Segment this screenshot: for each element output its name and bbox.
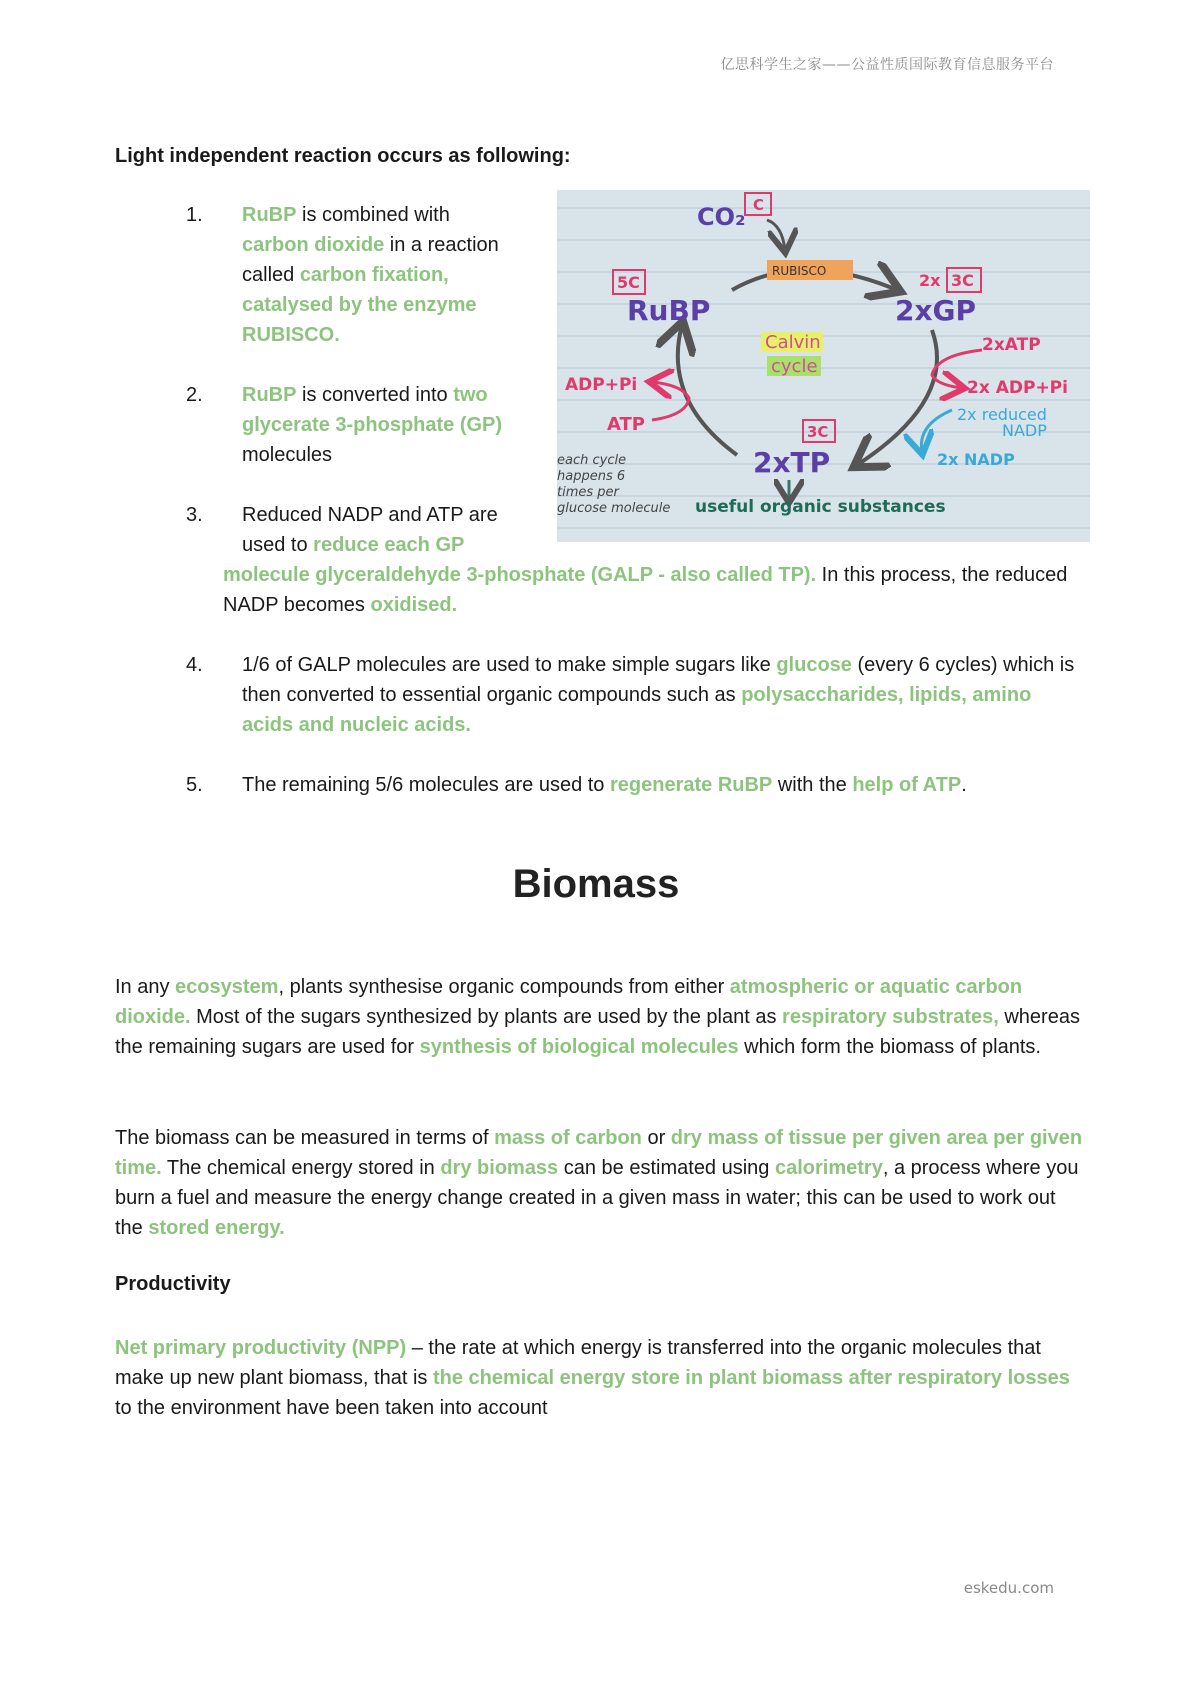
text-run: in a reaction called [242,234,499,286]
text-run: which form the biomass of plants. [738,1036,1041,1058]
highlighted-term: Net primary productivity (NPP) [115,1337,407,1359]
reduced-nadp-label-1: 2x reduced [957,405,1047,424]
step-number: 4. [186,654,203,676]
note-line-4: glucose molecule [557,501,671,516]
5c-label: 5C [617,273,640,292]
list-item [186,650,1086,740]
nadp-label: 2x NADP [937,450,1015,469]
highlighted-term: carbon fixation, catalysed by the enzyme RUBISCO. [242,264,477,346]
highlighted-term: molecule glyceraldehyde 3-phosphate (GALP - also called TP). [223,564,817,586]
co2-arrow [767,220,785,250]
cycle-note [557,453,670,516]
highlighted-term: RuBP [242,384,297,406]
paragraph-biomass-measure [115,1123,1085,1243]
section-heading: Light independent reaction occurs as following: [115,145,571,167]
text-run: , plants synthesise organic compounds from either [278,976,730,998]
page-header: 亿思科学生之家——公益性质国际教育信息服务平台 [720,57,1054,73]
paragraph-npp [115,1333,1085,1423]
highlighted-term: regenerate RuBP [609,774,773,796]
text-run: The chemical energy stored in [161,1157,441,1179]
adp-pi-left-label: ADP+Pi [565,375,638,395]
highlighted-term: RuBP [242,204,297,226]
highlighted-term: atmospheric or aquatic carbon dioxide. [115,976,1023,1028]
page-footer: eskedu.com [963,1579,1054,1597]
step-text [223,560,1086,620]
gp-multiplier: 2x [919,271,941,290]
note-line-3: times per [557,485,619,500]
list-item [186,770,1086,800]
highlighted-term: dry biomass [440,1157,559,1179]
text-run: molecules [242,444,333,466]
note-line-2: happens 6 [557,469,626,484]
cycle-arrow-right [857,330,937,465]
note-line-1: each cycle [557,453,627,468]
highlighted-term: respiratory substrates, [782,1006,999,1028]
tp-label: 2xTP [753,446,831,479]
calvin-cycle-svg [557,190,1090,542]
step-text [223,380,513,470]
nadp-arrow [921,410,952,452]
highlighted-term: help of ATP [852,774,962,796]
page-title: Biomass [512,862,680,906]
c-box-label: C [753,196,765,214]
text-run: is combined with [296,204,450,226]
step-text [223,650,1086,740]
highlighted-term: carbon dioxide [242,234,385,256]
text-run: Most of the sugars synthesized by plants are used by the plant as [190,1006,783,1028]
atp-left-label: ATP [607,414,646,435]
list-item [186,380,513,470]
highlighted-term: synthesis of biological molecules [419,1036,739,1058]
3c-label-right: 3C [951,271,974,290]
highlighted-term: calorimetry [774,1157,883,1179]
atp-right-label: 2xATP [982,335,1041,355]
ruled-lines [557,208,1090,528]
highlighted-term: reduce each GP [313,534,465,556]
co2-label: CO₂ [697,203,746,231]
rubisco-label: RUBISCO [772,264,827,278]
text-run: or [641,1127,671,1149]
highlighted-term: dry mass of tissue per given area per given time. [115,1127,1083,1179]
text-run: is converted into [296,384,454,406]
list-item [186,200,513,350]
text-run: In this process, the reduced NADP becomes [223,564,1068,616]
text-run: Reduced NADP and ATP are used to [242,504,498,556]
step-text-start [223,500,532,560]
highlighted-term: oxidised. [370,594,458,616]
subheading-productivity: Productivity [115,1273,231,1295]
text-run: The remaining 5/6 molecules are used to [242,774,610,796]
text-run: – the rate at which energy is transferred into the organic molecules that make up new plant biomass, that is [115,1337,1041,1389]
step-number: 3. [186,504,203,526]
paragraph-ecosystem [115,972,1085,1062]
rubp-label: RuBP [627,294,711,327]
text-run: , a process where you burn a fuel and measure the energy change created in a given mass in water; this can be used to work out the [115,1157,1079,1239]
useful-substances-label: useful organic substances [695,497,946,517]
3c-label-bottom: 3C [807,423,829,441]
text-run: In any [115,976,176,998]
step-text [223,770,1086,800]
step-text [223,200,513,350]
reduced-nadp-label-2: NADP [1002,421,1047,440]
text-run: . [961,774,967,796]
step-number: 5. [186,774,203,796]
gp-label: 2xGP [895,294,977,327]
highlighted-term: ecosystem [175,976,279,998]
text-run: (every 6 cycles) which is then converted to essential organic compounds such as [242,654,1075,706]
calvin-cycle-diagram [557,190,1090,542]
text-run: to the environment have been taken into account [115,1397,548,1419]
text-run: The biomass can be measured in terms of [115,1127,495,1149]
step-number: 2. [186,384,203,406]
highlighted-term: the chemical energy store in plant biomass after respiratory losses [432,1367,1070,1389]
highlighted-term: two glycerate 3-phosphate (GP) [242,384,503,436]
calvin-label-2: cycle [771,356,818,377]
highlighted-term: stored energy. [148,1217,285,1239]
highlighted-term: glucose [776,654,852,676]
step-number: 1. [186,204,203,226]
highlighted-term: polysaccharides, lipids, amino acids and nucleic acids. [242,684,1032,736]
text-run: 1/6 of GALP molecules are used to make simple sugars like [242,654,777,676]
text-run: can be estimated using [558,1157,775,1179]
highlighted-term: mass of carbon [494,1127,642,1149]
cycle-arrow-left [678,325,737,455]
adp-pi-right-label: 2x ADP+Pi [967,378,1068,398]
text-run: with the [772,774,853,796]
text-run: whereas the remaining sugars are used for [115,1006,1080,1058]
calvin-label-1: Calvin [765,332,821,353]
